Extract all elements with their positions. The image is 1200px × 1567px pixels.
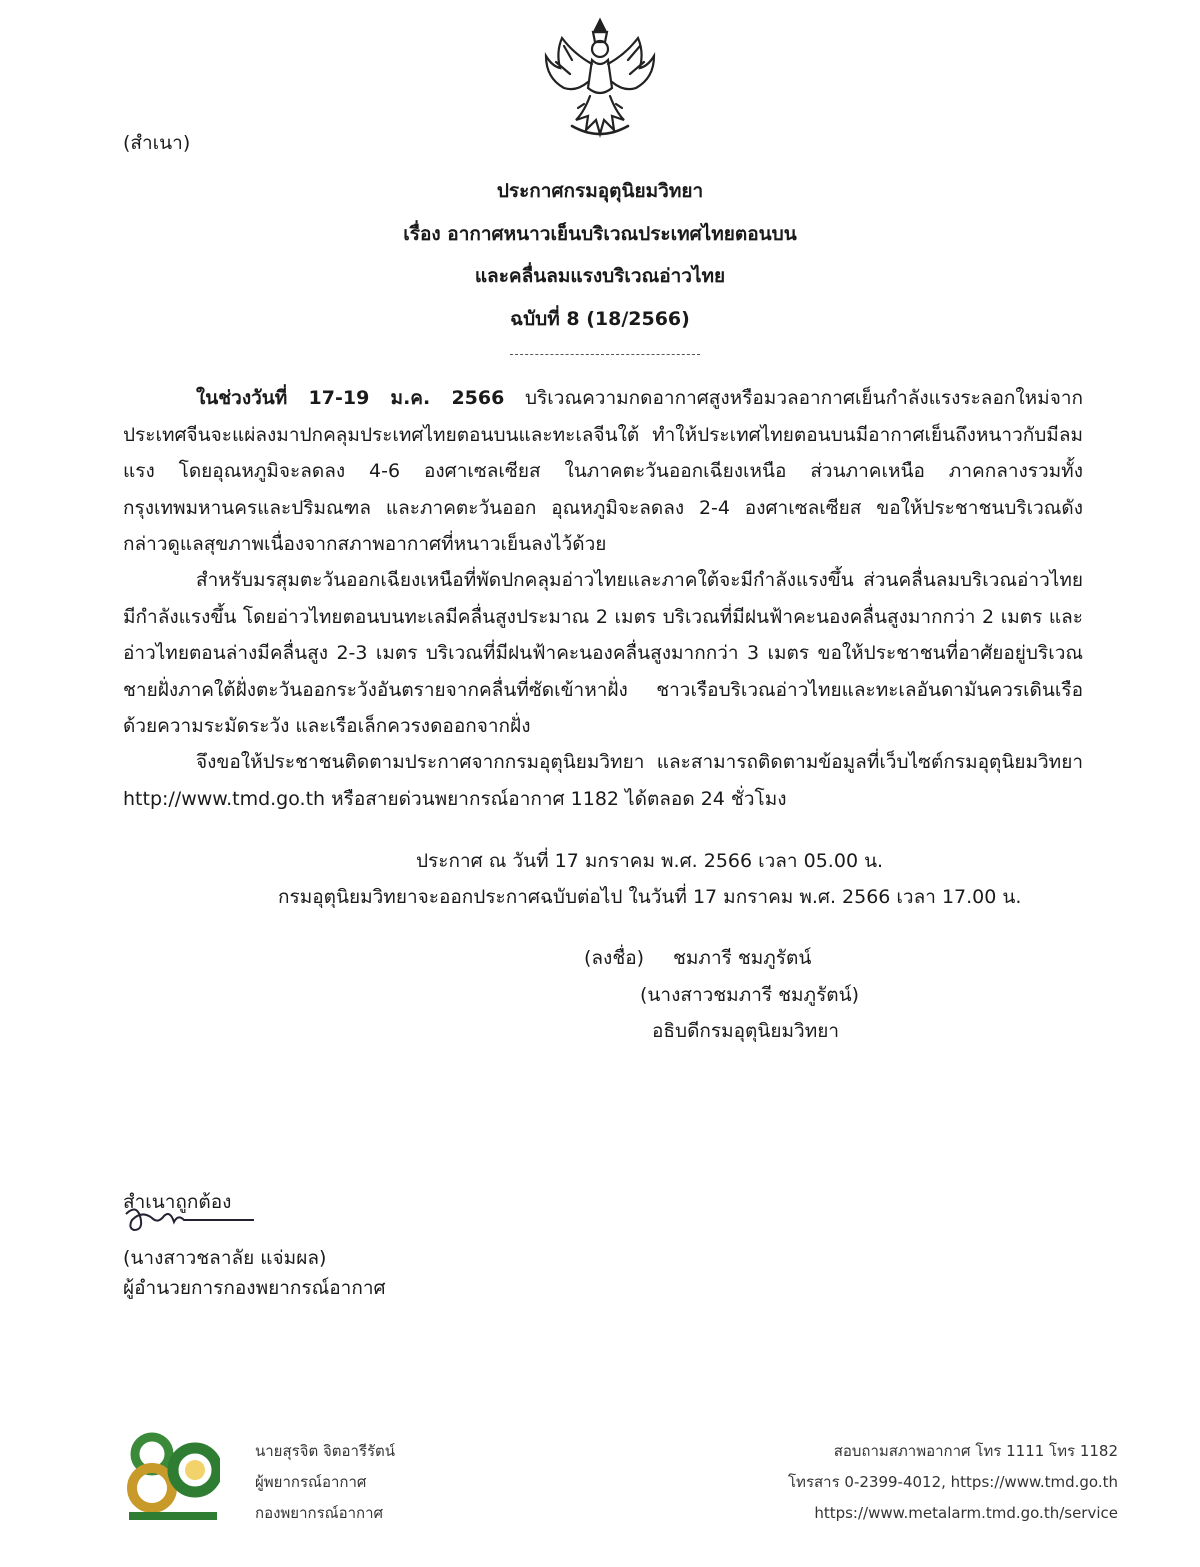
next-announce: กรมอุตุนิยมวิทยาจะออกประกาศฉบับต่อไป ในวันที่ 17 มกราคม พ.ศ. 2566 เวลา 17.00 น. [278,886,1022,908]
title-subject: เรื่อง อากาศหนาวเย็นบริเวณประเทศไทยตอนบน [403,222,797,245]
contact-service-link[interactable]: https://www.metalarm.tmd.go.th/service [814,1504,1118,1522]
signatory-position: อธิบดีกรมอุตุนิยมวิทยา [652,1020,840,1042]
contact-phone: สอบถามสภาพอากาศ โทร 1111 โทร 1182 [833,1442,1118,1460]
body-paragraph-cold-weather [123,380,1083,563]
signed-name: ชมภารี ชมภูรัตน์ [673,947,812,969]
tmd-anniversary-logo-icon [125,1430,220,1525]
signed-label: (ลงชื่อ) [584,947,645,969]
paragraph-lead: ในช่วงวันที่ 17-19 ม.ค. 2566 [196,387,505,409]
contact-fax-website[interactable]: โทรสาร 0-2399-4012, https://www.tmd.go.th [788,1473,1118,1491]
copy-mark: (สำเนา) [123,132,191,154]
forecaster-division: กองพยากรณ์อากาศ [255,1504,384,1522]
body-paragraph-monsoon: สำหรับมรสุมตะวันออกเฉียงเหนือที่พัดปกคลุมอ่าวไทยและภาคใต้จะมีกำลังแรงขึ้น ส่วนคลื่นลมบริเวณอ่าวไทยมีกำลังแรงขึ้น โดยอ่าวไทยตอนบนทะเลมีคลื่นสูงประมาณ 2 เมตร บริเวณที่มีฝนฟ้าคะนองคลื่นสูงมากกว่า 2 เมตร และอ่าวไทยตอนล่างมีคลื่นสูง 2-3 เมตร บริเวณที่มีฝนฟ้าคะนองคลื่นสูงมากกว่า 3 เมตร ขอให้ประชาชนที่อาศัยอยู่บริเวณชายฝั่งภาคใต้ฝั่งตะวันออกระวังอันตรายจากคลื่นที่ซัดเข้าหาฝั่ง ชาวเรือบริเวณอ่าวไทยและทะเลอันดามันควรเดินเรือด้วยความระมัดระวัง และเรือเล็กควรงดออกจากฝั่ง [123,569,1083,737]
handwritten-signature-icon [118,1200,258,1236]
title-divider [510,354,700,355]
certified-copy-label: สำเนาถูกต้อง [123,1191,232,1213]
announce-date: ประกาศ ณ วันที่ 17 มกราคม พ.ศ. 2566 เวลา 05.00 น. [416,850,884,872]
announcement-title [0,170,1200,340]
title-agency: ประกาศกรมอุตุนิยมวิทยา [496,180,704,202]
signatory-full-name: (นางสาวชมภารี ชมภูรัตน์) [640,984,860,1006]
forecaster-name: นายสุรจิต จิตอารีรัตน์ [255,1442,396,1460]
garuda-emblem-icon [536,16,664,144]
paragraph-text: บริเวณความกดอากาศสูงหรือมวลอากาศเย็นกำลังแรงระลอกใหม่จากประเทศจีนจะแผ่ลงมาปกคลุมประเทศไทยตอนบนและทะเลจีนใต้ ทำให้ประเทศไทยตอนบนมีอากาศเย็นถึงหนาวกับมีลมแรง โดยอุณหภูมิจะลดลง 4-6 องศาเซลเซียส ในภาคตะวันออกเฉียงเหนือ ส่วนภาคเหนือ ภาคกลางรวมทั้งกรุงเทพมหานครและปริมณฑล และภาคตะวันออก อุณหภูมิจะลดลง 2-4 องศาเซลเซียส ขอให้ประชาชนบริเวณดังกล่าวดูแลสุขภาพเนื่องจากสภาพอากาศที่หนาวเย็นลงไว้ด้วย [123,387,1083,555]
contact-block [788,1436,1118,1529]
title-subject-cont: และคลื่นลมแรงบริเวณอ่าวไทย [474,265,726,287]
certifier-name: (นางสาวชลาลัย แจ่มผล) [123,1247,327,1269]
body-paragraph-follow-updates: จึงขอให้ประชาชนติดตามประกาศจากกรมอุตุนิยมวิทยา และสามารถติดตามข้อมูลที่เว็บไซต์กรมอุตุนิยมวิทยา http://www.tmd.go.th หรือสายด่วนพยากรณ์อากาศ 1182 ได้ตลอด 24 ชั่วโมง [123,751,1083,810]
forecaster-block [255,1436,395,1529]
title-issue-number: ฉบับที่ 8 (18/2566) [510,307,690,330]
certifier-position: ผู้อำนวยการกองพยากรณ์อากาศ [123,1277,386,1299]
forecaster-role: ผู้พยากรณ์อากาศ [255,1473,367,1491]
